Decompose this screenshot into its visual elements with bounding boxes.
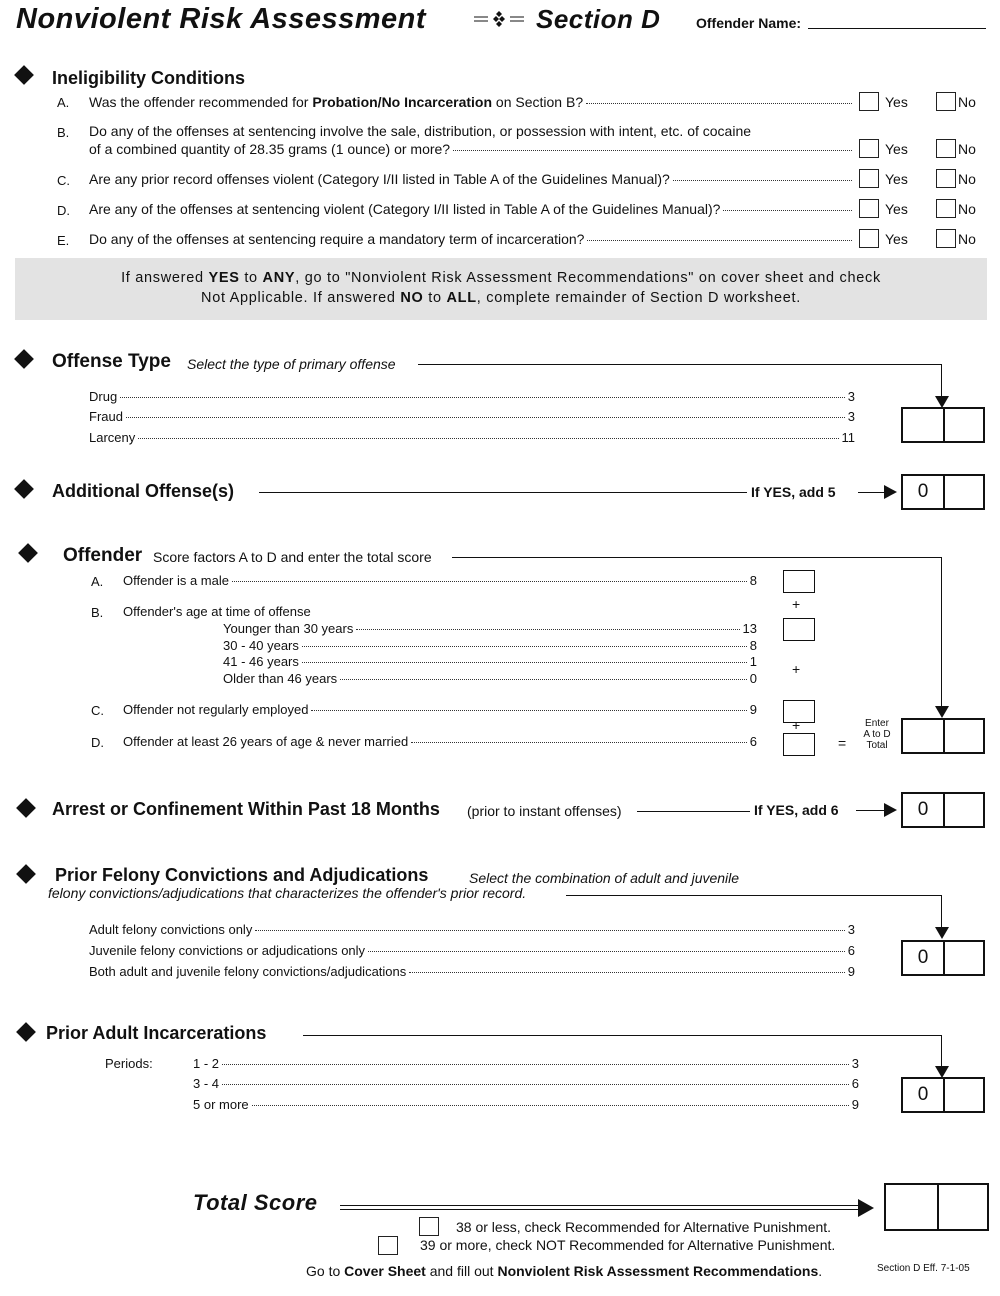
offense-type-instruction: Select the type of primary offense xyxy=(187,356,396,372)
arrow-right-icon xyxy=(858,1199,874,1217)
ineligibility-item-b-line2: of a combined quantity of 28.35 grams (1 ounce) or more? xyxy=(89,141,855,157)
connector-double-line xyxy=(340,1209,860,1210)
offender-total-score-box[interactable] xyxy=(901,718,985,754)
prior-felony-heading: Prior Felony Convictions and Adjudications xyxy=(55,865,429,885)
offense-type-heading: Offense Type xyxy=(52,351,171,372)
ineligibility-item-b-line1: Do any of the offenses at sentencing involve the sale, distribution, or possession with intent, etc. of cocaine xyxy=(89,123,752,139)
item-letter: C. xyxy=(57,173,70,188)
prior-adult-option: 1 - 2 3 xyxy=(193,1056,859,1071)
section-bullet-icon xyxy=(14,479,34,499)
offender-factor-a: Offender is a male 8 xyxy=(123,573,757,588)
yes-checkbox-b[interactable] xyxy=(859,139,879,158)
yes-label: Yes xyxy=(885,231,908,247)
connector-line xyxy=(566,895,942,896)
item-letter: A. xyxy=(57,95,70,110)
no-checkbox-c[interactable] xyxy=(936,169,956,188)
no-label: No xyxy=(958,231,976,247)
offender-factor-d: Offender at least 26 years of age & never married 6 xyxy=(123,734,757,749)
additional-offense-if-yes: If YES, add 5 xyxy=(751,484,836,500)
section-bullet-icon xyxy=(18,543,38,563)
form-effective-date: Section D Eff. 7-1-05 xyxy=(877,1263,970,1274)
prior-adult-option: 3 - 4 6 xyxy=(193,1076,859,1091)
arrest-if-yes: If YES, add 6 xyxy=(754,802,839,818)
no-label: No xyxy=(958,141,976,157)
yes-checkbox-e[interactable] xyxy=(859,229,879,248)
offense-type-option: Fraud 3 xyxy=(89,409,855,424)
offense-type-score-box[interactable] xyxy=(901,407,985,443)
item-letter: B. xyxy=(57,125,70,140)
no-checkbox-a[interactable] xyxy=(936,92,956,111)
no-label: No xyxy=(958,171,976,187)
offender-name-field[interactable] xyxy=(808,28,986,29)
prior-felony-score-box[interactable]: 0 xyxy=(901,940,985,976)
item-letter: B. xyxy=(91,605,104,620)
ineligibility-heading: Ineligibility Conditions xyxy=(52,68,245,88)
instruction-banner: If answered YES to ANY, go to "Nonviolent Risk Assessment Recommendations" on cover sheet and check Not Applicable. If answered NO to ALL, complete remainder of Section D worksheet. xyxy=(15,258,987,320)
prior-felony-instruction-2: felony convictions/adjudications that characterizes the offender's prior record. xyxy=(48,885,527,901)
plus-sign: + xyxy=(792,661,801,677)
connector-line xyxy=(303,1035,942,1036)
age-option: Younger than 30 years 13 xyxy=(223,621,757,636)
no-label: No xyxy=(958,201,976,217)
connector-line xyxy=(941,895,942,927)
ineligibility-item-a: Was the offender recommended for Probation/No Incarceration on Section B? xyxy=(89,94,855,110)
periods-label: Periods: xyxy=(105,1056,153,1071)
arrow-right-icon xyxy=(884,803,897,817)
not-recommended-checkbox[interactable] xyxy=(378,1236,398,1255)
recommended-option-label: 38 or less, check Recommended for Alternative Punishment. xyxy=(456,1219,832,1235)
connector-line xyxy=(941,557,942,706)
prior-adult-option: 5 or more 9 xyxy=(193,1097,859,1112)
connector-line xyxy=(418,364,942,365)
connector-line xyxy=(941,1035,942,1066)
yes-label: Yes xyxy=(885,94,908,110)
additional-offense-heading: Additional Offense(s) xyxy=(52,481,235,501)
four-diamond-ornament-icon xyxy=(474,9,524,29)
yes-checkbox-c[interactable] xyxy=(859,169,879,188)
ineligibility-item-d: Are any of the offenses at sentencing violent (Category I/II listed in Table A of the Guidelines Manual)? xyxy=(89,201,855,217)
total-score-heading: Total Score xyxy=(193,1190,318,1215)
total-score-box[interactable] xyxy=(884,1183,989,1231)
factor-d-score-box[interactable] xyxy=(783,733,815,756)
no-checkbox-e[interactable] xyxy=(936,229,956,248)
no-checkbox-b[interactable] xyxy=(936,139,956,158)
no-checkbox-d[interactable] xyxy=(936,199,956,218)
arrow-right-icon xyxy=(884,485,897,499)
prior-adult-score-box[interactable]: 0 xyxy=(901,1077,985,1113)
connector-line xyxy=(452,557,942,558)
item-letter: D. xyxy=(91,735,104,750)
offense-type-option: Larceny 11 xyxy=(89,430,855,445)
prior-felony-option: Adult felony convictions only 3 xyxy=(89,922,855,937)
item-letter: E. xyxy=(57,233,70,248)
ineligibility-item-c: Are any prior record offenses violent (Category I/II listed in Table A of the Guidelines Manual)? xyxy=(89,171,855,187)
section-label: Section D xyxy=(536,4,661,34)
age-option: 41 - 46 years 1 xyxy=(223,654,757,669)
additional-offense-score-box[interactable]: 0 xyxy=(901,474,985,510)
plus-sign: + xyxy=(792,596,801,612)
section-bullet-icon xyxy=(14,65,34,85)
connector-line xyxy=(858,492,886,493)
item-letter: C. xyxy=(91,703,104,718)
connector-line xyxy=(941,364,942,396)
prior-felony-option: Both adult and juvenile felony convictions/adjudications 9 xyxy=(89,964,855,979)
prior-adult-heading: Prior Adult Incarcerations xyxy=(46,1023,267,1043)
age-option: Older than 46 years 0 xyxy=(223,671,757,686)
connector-line xyxy=(259,492,747,493)
yes-label: Yes xyxy=(885,201,908,217)
arrest-note: (prior to instant offenses) xyxy=(467,803,622,819)
item-letter: A. xyxy=(91,574,104,589)
offense-type-option: Drug 3 xyxy=(89,389,855,404)
arrow-down-icon xyxy=(935,927,949,939)
form-title: Nonviolent Risk Assessment xyxy=(16,3,426,35)
offender-factor-c: Offender not regularly employed 9 xyxy=(123,702,757,717)
section-bullet-icon xyxy=(16,798,36,818)
section-bullet-icon xyxy=(14,349,34,369)
ineligibility-item-e: Do any of the offenses at sentencing require a mandatory term of incarceration? xyxy=(89,231,855,247)
connector-line xyxy=(856,810,886,811)
item-letter: D. xyxy=(57,203,70,218)
offender-name-label: Offender Name: xyxy=(696,15,802,31)
arrest-heading: Arrest or Confinement Within Past 18 Months xyxy=(52,799,440,819)
yes-checkbox-a[interactable] xyxy=(859,92,879,111)
recommended-checkbox[interactable] xyxy=(419,1217,439,1236)
section-bullet-icon xyxy=(16,1022,36,1042)
yes-label: Yes xyxy=(885,141,908,157)
yes-checkbox-d[interactable] xyxy=(859,199,879,218)
yes-label: Yes xyxy=(885,171,908,187)
connector-line xyxy=(637,811,750,812)
no-label: No xyxy=(958,94,976,110)
factor-a-score-box[interactable] xyxy=(783,570,815,593)
footer-instruction: Go to Cover Sheet and fill out Nonviolent Risk Assessment Recommendations. xyxy=(306,1263,823,1279)
offender-factor-b: Offender's age at time of offense xyxy=(123,604,311,619)
not-recommended-option-label: 39 or more, check NOT Recommended for Alternative Punishment. xyxy=(420,1237,836,1253)
factor-b-score-box[interactable] xyxy=(783,618,815,641)
offender-instruction: Score factors A to D and enter the total score xyxy=(153,549,432,565)
arrow-down-icon xyxy=(935,706,949,718)
enter-total-label: Enter A to D Total xyxy=(863,718,891,751)
plus-sign: + xyxy=(792,717,801,733)
connector-double-line xyxy=(340,1205,860,1206)
arrest-score-box[interactable]: 0 xyxy=(901,792,985,828)
equals-sign: = xyxy=(838,735,847,751)
prior-felony-option: Juvenile felony convictions or adjudications only 6 xyxy=(89,943,855,958)
prior-felony-instruction-1: Select the combination of adult and juvenile xyxy=(469,870,740,886)
offender-heading: Offender xyxy=(63,545,143,566)
section-bullet-icon xyxy=(16,864,36,884)
age-option: 30 - 40 years 8 xyxy=(223,638,757,653)
